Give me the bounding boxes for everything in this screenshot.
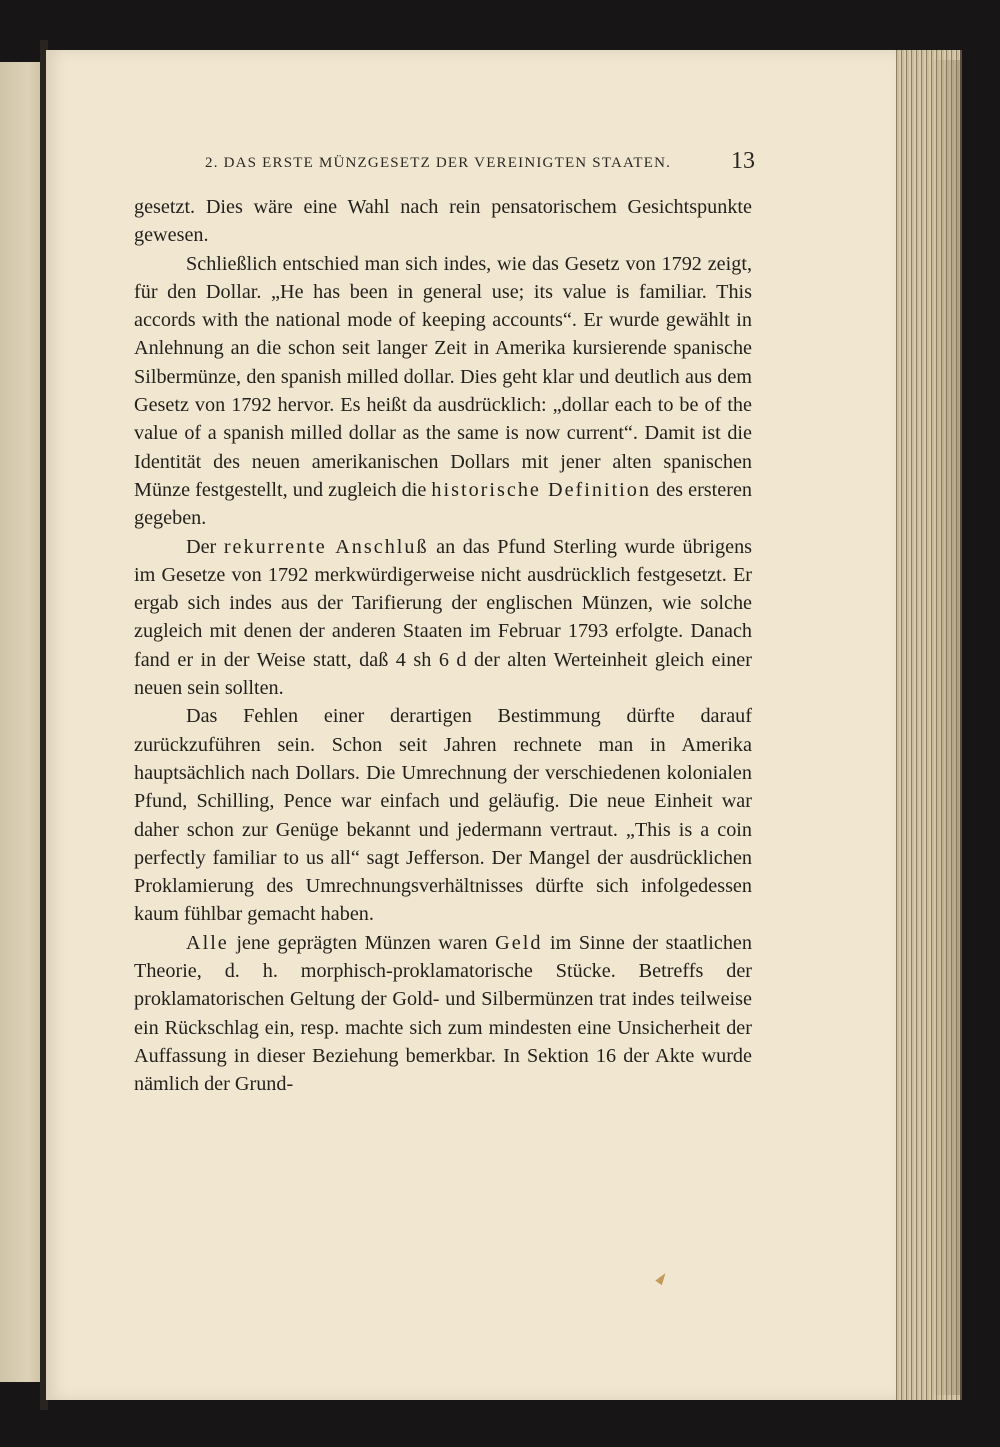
paragraph-3	[134, 533, 752, 703]
running-head	[135, 148, 755, 178]
paragraph-2-text-a: Schließlich entschied man sich indes, wie das Gesetz von 1792 zeigt, für den Dollar. „He has been in general use; its value is familiar. This accords with the national mode of keeping accounts“. Er wurde gewählt in Anlehnung an die schon seit langer Zeit in Amerika kursierende spanische Silbermünze, den spanish milled dollar. Dies geht klar und deutlich aus dem Gesetz von 1792 hervor. Es heißt da ausdrücklich: „dollar each to be of the value of a spanish milled dollar as the same is now current“. Damit ist die Identität des neuen amerikanischen Dollars mit jener alten spanischen Münze festgestellt, und zugleich die	[134, 252, 752, 501]
paragraph-3-emphasis: rekurrente Anschluß	[223, 535, 429, 558]
paragraph-2	[134, 250, 752, 533]
paragraph-5-text-a: jene geprägten Münzen waren	[236, 931, 488, 954]
paragraph-5-emphasis-b: Geld	[495, 931, 543, 954]
paragraph-4-text: Das Fehlen einer derartigen Bestimmung dürfte darauf zurückzuführen sein. Schon seit Jahren rechnete man in Amerika hauptsächlich nach Dollars. Die Umrechnung der verschiedenen kolonialen Pfund, Schilling, Pence war einfach und geläufig. Die neue Einheit war daher schon zur Genüge bekannt und jedermann vertraut. „This is a coin perfectly familiar to us all“ sagt Jefferson. Der Mangel der ausdrücklichen Proklamierung des Umrechnungsverhältnisses dürfte sich infolgedessen kaum fühlbar gemacht haben.	[134, 705, 752, 926]
paragraph-3-text-a: Der	[186, 535, 217, 558]
paragraph-5-emphasis-a: Alle	[186, 931, 229, 954]
paragraph-5-text-b: im Sinne der staatlichen Theorie, d. h. morphisch-proklamatorische Stücke. Betreffs der proklamatorischen Geltung der Gold- und Silbermünzen trat indes teilweise ein Rückschlag ein, resp. machte sich zum mindesten eine Unsicherheit der Auffassung in dieser Beziehung bemerkbar. In Sektion 16 der Akte wurde nämlich der Grund-	[134, 931, 752, 1096]
running-head-title: 2. DAS ERSTE MÜNZGESETZ DER VEREINIGTEN STAATEN.	[205, 155, 672, 171]
paragraph-2-text-b: des ersteren gegeben.	[134, 478, 752, 530]
paragraph-1	[134, 193, 752, 250]
paragraph-5	[134, 929, 752, 1099]
paragraph-3-text-b: an das Pfund Sterling wurde übrigens im Gesetze von 1792 merkwürdigerweise nicht ausdrücklich festgesetzt. Er ergab sich indes aus der Tarifierung der englischen Münzen, wie solche zugleich mit denen der anderen Staaten im Februar 1793 erfolgte. Danach fand er in der Weise statt, daß 4 sh 6 d der alten Werteinheit gleich einer neuen sein sollten.	[134, 535, 753, 700]
paragraph-2-emphasis: historische Definition	[431, 478, 651, 501]
page-stack-shadow	[930, 60, 960, 1395]
paragraph-1-text: gesetzt. Dies wäre eine Wahl nach rein pensatorischem Gesichtspunkte gewesen.	[134, 196, 752, 247]
body-text	[134, 193, 752, 1223]
paragraph-4	[134, 702, 752, 928]
page-number: 13	[731, 148, 755, 174]
